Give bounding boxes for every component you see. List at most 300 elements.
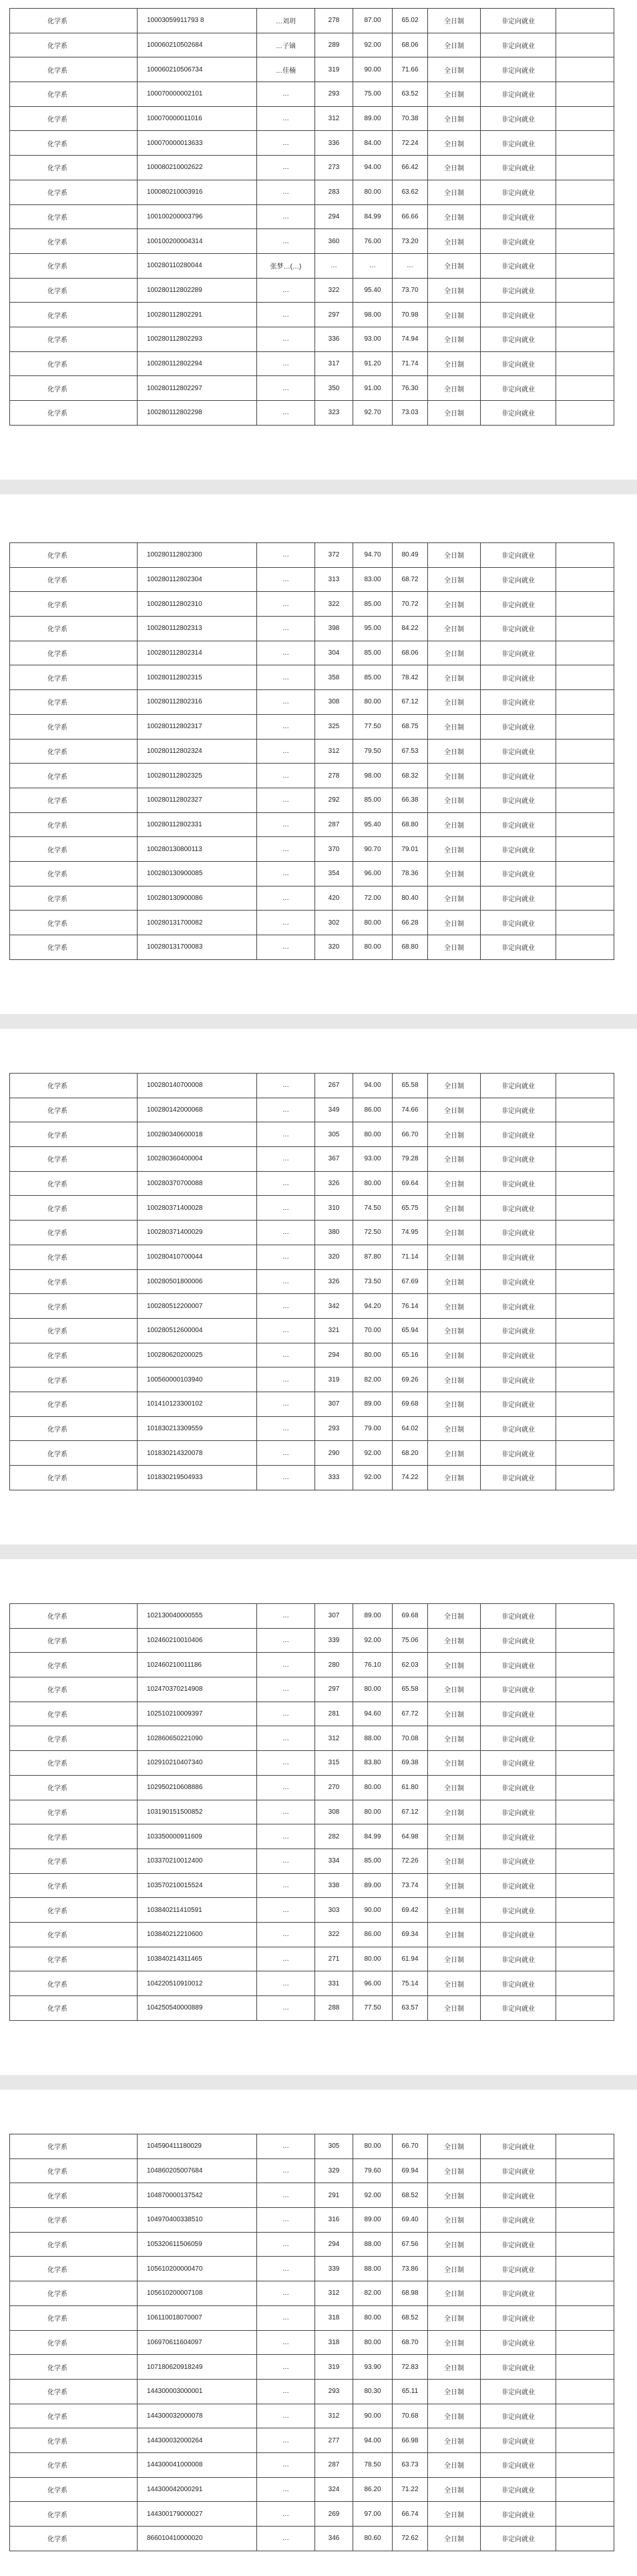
dept-cell: 化学系 <box>10 9 138 33</box>
retest-score-cell: 90.70 <box>353 837 393 862</box>
table-row <box>10 1098 614 1122</box>
table-row <box>10 2452 614 2477</box>
final-score-cell: 70.72 <box>393 592 428 617</box>
direction-cell: 非定向就业 <box>481 1653 556 1677</box>
total-score-cell: 349 <box>315 1098 353 1122</box>
final-score-cell: 65.58 <box>393 1074 428 1098</box>
study-type-cell: 全日制 <box>428 1604 481 1629</box>
retest-score-cell: 91.00 <box>353 376 393 401</box>
note-cell <box>556 935 614 960</box>
name-cell: … <box>257 2257 315 2281</box>
exam-id-cell: 100280340600018 <box>138 1122 257 1147</box>
exam-id-cell: 103190151500852 <box>138 1800 257 1824</box>
name-cell: … <box>257 1318 315 1343</box>
retest-score-cell: 92.00 <box>353 2183 393 2208</box>
retest-score-cell: 83.80 <box>353 1751 393 1776</box>
study-type-cell: 全日制 <box>428 82 481 107</box>
note-cell <box>556 303 614 327</box>
direction-cell: 非定向就业 <box>481 2428 556 2453</box>
name-cell: … <box>257 1416 315 1441</box>
exam-id-cell: 100280112802293 <box>138 327 257 351</box>
direction-cell: 非定向就业 <box>481 592 556 617</box>
page-1-table <box>9 8 604 426</box>
name-cell: … <box>257 1922 315 1947</box>
retest-score-cell: 74.50 <box>353 1196 393 1221</box>
dept-cell: 化学系 <box>10 1441 138 1466</box>
table-row <box>10 9 614 33</box>
dept-cell: 化学系 <box>10 131 138 156</box>
total-score-cell: 329 <box>315 2158 353 2183</box>
admission-table <box>9 1073 614 1490</box>
final-score-cell: 78.42 <box>393 665 428 690</box>
table-row <box>10 911 614 935</box>
retest-score-cell: 80.00 <box>353 180 393 204</box>
table-row <box>10 1702 614 1726</box>
table-row <box>10 1122 614 1147</box>
table-row <box>10 714 614 739</box>
final-score-cell: 69.26 <box>393 1367 428 1392</box>
retest-score-cell: 95.40 <box>353 812 393 837</box>
table-row <box>10 1269 614 1294</box>
direction-cell: 非定向就业 <box>481 1441 556 1466</box>
retest-score-cell: 89.00 <box>353 1873 393 1898</box>
name-cell: … <box>257 327 315 351</box>
total-score-cell: 280 <box>315 1653 353 1677</box>
note-cell <box>556 1922 614 1947</box>
study-type-cell: 全日制 <box>428 641 481 665</box>
retest-score-cell: 80.00 <box>353 2305 393 2330</box>
final-score-cell: … <box>393 253 428 278</box>
exam-id-cell: 100280131700083 <box>138 935 257 960</box>
note-cell <box>556 2257 614 2281</box>
retest-score-cell: 85.00 <box>353 592 393 617</box>
exam-id-cell: 866010410000020 <box>138 2527 257 2551</box>
name-cell: … <box>257 303 315 327</box>
study-type-cell: 全日制 <box>428 303 481 327</box>
dept-cell: 化学系 <box>10 303 138 327</box>
final-score-cell: 66.66 <box>393 204 428 229</box>
final-score-cell: 70.38 <box>393 106 428 131</box>
table-row <box>10 401 614 426</box>
total-score-cell: 319 <box>315 2355 353 2380</box>
note-cell <box>556 2379 614 2404</box>
dept-cell: 化学系 <box>10 2305 138 2330</box>
total-score-cell: 338 <box>315 1873 353 1898</box>
note-cell <box>556 2330 614 2355</box>
dept-cell: 化学系 <box>10 1122 138 1147</box>
study-type-cell: 全日制 <box>428 2208 481 2233</box>
direction-cell: 非定向就业 <box>481 2355 556 2380</box>
note-cell <box>556 1343 614 1367</box>
name-cell: … <box>257 1898 315 1923</box>
exam-id-cell: 105610200000470 <box>138 2257 257 2281</box>
exam-id-cell: 100280112802327 <box>138 788 257 812</box>
total-score-cell: 321 <box>315 1318 353 1343</box>
exam-id-cell: 105320611506059 <box>138 2232 257 2257</box>
name-cell: … <box>257 641 315 665</box>
note-cell <box>556 2502 614 2527</box>
note-cell <box>556 1098 614 1122</box>
table-row <box>10 1441 614 1466</box>
note-cell <box>556 82 614 107</box>
note-cell <box>556 665 614 690</box>
retest-score-cell: 89.00 <box>353 106 393 131</box>
final-score-cell: 64.98 <box>393 1824 428 1849</box>
exam-id-cell: 100280501800006 <box>138 1269 257 1294</box>
name-cell: … <box>257 1873 315 1898</box>
retest-score-cell: 93.90 <box>353 2355 393 2380</box>
retest-score-cell: 95.00 <box>353 617 393 641</box>
retest-score-cell: 97.00 <box>353 2502 393 2527</box>
name-cell: … <box>257 204 315 229</box>
note-cell <box>556 1824 614 1849</box>
dept-cell: 化学系 <box>10 106 138 131</box>
total-score-cell: 310 <box>315 1196 353 1221</box>
study-type-cell: 全日制 <box>428 861 481 886</box>
final-score-cell: 67.12 <box>393 1800 428 1824</box>
total-score-cell: 315 <box>315 1751 353 1776</box>
retest-score-cell: 82.00 <box>353 2281 393 2306</box>
total-score-cell: 294 <box>315 2232 353 2257</box>
study-type-cell: 全日制 <box>428 1800 481 1824</box>
note-cell <box>556 106 614 131</box>
final-score-cell: 68.70 <box>393 2330 428 2355</box>
dept-cell: 化学系 <box>10 1848 138 1873</box>
table-row <box>10 1343 614 1367</box>
exam-id-cell: 102470370214908 <box>138 1677 257 1702</box>
exam-id-cell: 100280512600004 <box>138 1318 257 1343</box>
note-cell <box>556 1466 614 1490</box>
retest-score-cell: 87.80 <box>353 1245 393 1269</box>
name-cell: … <box>257 1074 315 1098</box>
dept-cell: 化学系 <box>10 1604 138 1629</box>
total-score-cell: 273 <box>315 156 353 180</box>
final-score-cell: 68.52 <box>393 2305 428 2330</box>
dept-cell: 化学系 <box>10 543 138 568</box>
exam-id-cell: 100280112802317 <box>138 714 257 739</box>
direction-cell: 非定向就业 <box>481 253 556 278</box>
table-row <box>10 764 614 788</box>
retest-score-cell: 77.50 <box>353 714 393 739</box>
total-score-cell: 294 <box>315 204 353 229</box>
study-type-cell: 全日制 <box>428 1824 481 1849</box>
retest-score-cell: 96.00 <box>353 861 393 886</box>
note-cell <box>556 1171 614 1196</box>
final-score-cell: 67.53 <box>393 739 428 764</box>
exam-id-cell: 10003059911793 8 <box>138 9 257 33</box>
final-score-cell: 72.62 <box>393 2527 428 2551</box>
table-row <box>10 2502 614 2527</box>
final-score-cell: 76.14 <box>393 1294 428 1319</box>
note-cell <box>556 714 614 739</box>
dept-cell: 化学系 <box>10 1074 138 1098</box>
direction-cell: 非定向就业 <box>481 2404 556 2428</box>
table-row <box>10 1196 614 1221</box>
final-score-cell: 66.74 <box>393 2502 428 2527</box>
total-score-cell: 326 <box>315 1269 353 1294</box>
note-cell <box>556 2428 614 2453</box>
exam-id-cell: 104590411180029 <box>138 2134 257 2159</box>
exam-id-cell: 100280112802298 <box>138 401 257 426</box>
table-row <box>10 1171 614 1196</box>
final-score-cell: 65.02 <box>393 9 428 33</box>
note-cell <box>556 2208 614 2233</box>
dept-cell: 化学系 <box>10 1922 138 1947</box>
note-cell <box>556 1074 614 1098</box>
final-score-cell: 67.56 <box>393 2232 428 2257</box>
name-cell: … <box>257 2452 315 2477</box>
retest-score-cell: 85.00 <box>353 665 393 690</box>
final-score-cell: 79.28 <box>393 1147 428 1172</box>
total-score-cell: 307 <box>315 1604 353 1629</box>
study-type-cell: 全日制 <box>428 1653 481 1677</box>
dept-cell: 化学系 <box>10 2527 138 2551</box>
retest-score-cell: 94.00 <box>353 156 393 180</box>
name-cell: … <box>257 2305 315 2330</box>
direction-cell: 非定向就业 <box>481 1221 556 1245</box>
name-cell: … <box>257 1196 315 1221</box>
study-type-cell: 全日制 <box>428 1947 481 1971</box>
table-row <box>10 1971 614 1996</box>
note-cell <box>556 1269 614 1294</box>
total-score-cell: 319 <box>315 1367 353 1392</box>
retest-score-cell: 84.00 <box>353 131 393 156</box>
dept-cell: 化学系 <box>10 278 138 303</box>
exam-id-cell: 100280112802316 <box>138 690 257 715</box>
final-score-cell: 80.49 <box>393 543 428 568</box>
total-score-cell: 346 <box>315 2527 353 2551</box>
dept-cell: 化学系 <box>10 1726 138 1751</box>
retest-score-cell: 80.00 <box>353 1171 393 1196</box>
direction-cell: 非定向就业 <box>481 1848 556 1873</box>
table-row <box>10 1947 614 1971</box>
dept-cell: 化学系 <box>10 2158 138 2183</box>
final-score-cell: 78.36 <box>393 861 428 886</box>
total-score-cell: 336 <box>315 131 353 156</box>
direction-cell: 非定向就业 <box>481 714 556 739</box>
dept-cell: 化学系 <box>10 1221 138 1245</box>
exam-id-cell: 102860650221090 <box>138 1726 257 1751</box>
table-row <box>10 229 614 254</box>
name-cell: … <box>257 156 315 180</box>
name-cell: … <box>257 812 315 837</box>
direction-cell: 非定向就业 <box>481 543 556 568</box>
table-row <box>10 1653 614 1677</box>
final-score-cell: 80.40 <box>393 886 428 911</box>
direction-cell: 非定向就业 <box>481 739 556 764</box>
name-cell: … <box>257 1653 315 1677</box>
name-cell: … <box>257 1848 315 1873</box>
exam-id-cell: 102910210407340 <box>138 1751 257 1776</box>
total-score-cell: 317 <box>315 351 353 376</box>
final-score-cell: 71.22 <box>393 2477 428 2502</box>
table-row <box>10 1147 614 1172</box>
page-separator <box>0 1545 637 1559</box>
dept-cell: 化学系 <box>10 764 138 788</box>
name-cell: … <box>257 2330 315 2355</box>
name-cell: … <box>257 714 315 739</box>
name-cell: … <box>257 2232 315 2257</box>
final-score-cell: 73.70 <box>393 278 428 303</box>
table-row <box>10 2158 614 2183</box>
study-type-cell: 全日制 <box>428 278 481 303</box>
direction-cell: 非定向就业 <box>481 690 556 715</box>
dept-cell: 化学系 <box>10 2232 138 2257</box>
direction-cell: 非定向就业 <box>481 278 556 303</box>
total-score-cell: 290 <box>315 1441 353 1466</box>
total-score-cell: 312 <box>315 739 353 764</box>
note-cell <box>556 911 614 935</box>
exam-id-cell: 100280112802310 <box>138 592 257 617</box>
final-score-cell: 61.94 <box>393 1947 428 1971</box>
note-cell <box>556 204 614 229</box>
exam-id-cell: 100280142000068 <box>138 1098 257 1122</box>
final-score-cell: 71.74 <box>393 351 428 376</box>
final-score-cell: 75.14 <box>393 1971 428 1996</box>
study-type-cell: 全日制 <box>428 2477 481 2502</box>
total-score-cell: 293 <box>315 2379 353 2404</box>
retest-score-cell: 84.99 <box>353 1824 393 1849</box>
exam-id-cell: 104860205007684 <box>138 2158 257 2183</box>
note-cell <box>556 812 614 837</box>
retest-score-cell: 80.30 <box>353 2379 393 2404</box>
retest-score-cell: 72.00 <box>353 886 393 911</box>
final-score-cell: 67.12 <box>393 690 428 715</box>
page-separator <box>0 1014 637 1029</box>
total-score-cell: 339 <box>315 1628 353 1653</box>
total-score-cell: 307 <box>315 1392 353 1416</box>
name-cell: … <box>257 2404 315 2428</box>
study-type-cell: 全日制 <box>428 764 481 788</box>
retest-score-cell: 85.00 <box>353 788 393 812</box>
note-cell <box>556 641 614 665</box>
direction-cell: 非定向就业 <box>481 1245 556 1269</box>
dept-cell: 化学系 <box>10 1653 138 1677</box>
dept-cell: 化学系 <box>10 690 138 715</box>
final-score-cell: 74.22 <box>393 1466 428 1490</box>
exam-id-cell: 100280112802324 <box>138 739 257 764</box>
note-cell <box>556 1604 614 1629</box>
exam-id-cell: 104970400338510 <box>138 2208 257 2233</box>
name-cell: … <box>257 1122 315 1147</box>
direction-cell: 非定向就业 <box>481 812 556 837</box>
name-cell: … <box>257 2428 315 2453</box>
direction-cell: 非定向就业 <box>481 2232 556 2257</box>
total-score-cell: 320 <box>315 1245 353 1269</box>
note-cell <box>556 2134 614 2159</box>
final-score-cell: 68.20 <box>393 1441 428 1466</box>
final-score-cell: 71.14 <box>393 1245 428 1269</box>
study-type-cell: 全日制 <box>428 714 481 739</box>
retest-score-cell: 75.00 <box>353 82 393 107</box>
exam-id-cell: 102460210011186 <box>138 1653 257 1677</box>
direction-cell: 非定向就业 <box>481 1751 556 1776</box>
note-cell <box>556 739 614 764</box>
dept-cell: 化学系 <box>10 180 138 204</box>
exam-id-cell: 100070000013633 <box>138 131 257 156</box>
retest-score-cell: 96.00 <box>353 1971 393 1996</box>
exam-id-cell: 106110018070007 <box>138 2305 257 2330</box>
note-cell <box>556 1416 614 1441</box>
table-row <box>10 690 614 715</box>
note-cell <box>556 1971 614 1996</box>
total-score-cell: 331 <box>315 1971 353 1996</box>
name-cell: … <box>257 567 315 592</box>
name-cell: … <box>257 2208 315 2233</box>
table-row <box>10 180 614 204</box>
final-score-cell: 63.73 <box>393 2452 428 2477</box>
table-row <box>10 1898 614 1923</box>
table-row <box>10 2404 614 2428</box>
dept-cell: 化学系 <box>10 1098 138 1122</box>
note-cell <box>556 156 614 180</box>
final-score-cell: 68.52 <box>393 2183 428 2208</box>
total-score-cell: 319 <box>315 57 353 82</box>
direction-cell: 非定向就业 <box>481 303 556 327</box>
table-row <box>10 617 614 641</box>
exam-id-cell: 103350000911609 <box>138 1824 257 1849</box>
dept-cell: 化学系 <box>10 2502 138 2527</box>
study-type-cell: 全日制 <box>428 2134 481 2159</box>
final-score-cell: 73.20 <box>393 229 428 254</box>
study-type-cell: 全日制 <box>428 617 481 641</box>
final-score-cell: 66.42 <box>393 156 428 180</box>
exam-id-cell: 100280112802300 <box>138 543 257 568</box>
dept-cell: 化学系 <box>10 812 138 837</box>
total-score-cell: 320 <box>315 935 353 960</box>
dept-cell: 化学系 <box>10 2330 138 2355</box>
exam-id-cell: 100280112802314 <box>138 641 257 665</box>
dept-cell: 化学系 <box>10 1294 138 1319</box>
final-score-cell: 73.74 <box>393 1873 428 1898</box>
table-row <box>10 1726 614 1751</box>
exam-id-cell: 100280112802291 <box>138 303 257 327</box>
study-type-cell: 全日制 <box>428 106 481 131</box>
final-score-cell: 69.68 <box>393 1392 428 1416</box>
study-type-cell: 全日制 <box>428 180 481 204</box>
direction-cell: 非定向就业 <box>481 229 556 254</box>
direction-cell: 非定向就业 <box>481 1171 556 1196</box>
direction-cell: 非定向就业 <box>481 1775 556 1800</box>
note-cell <box>556 1628 614 1653</box>
direction-cell: 非定向就业 <box>481 861 556 886</box>
name-cell: 张梦…(…) <box>257 253 315 278</box>
retest-score-cell: 79.00 <box>353 1416 393 1441</box>
table-row <box>10 2355 614 2380</box>
note-cell <box>556 229 614 254</box>
name-cell: … <box>257 1677 315 1702</box>
note-cell <box>556 1702 614 1726</box>
retest-score-cell: 92.00 <box>353 1628 393 1653</box>
direction-cell: 非定向就业 <box>481 788 556 812</box>
dept-cell: 化学系 <box>10 2355 138 2380</box>
total-score-cell: 342 <box>315 1294 353 1319</box>
study-type-cell: 全日制 <box>428 253 481 278</box>
exam-id-cell: 100280140700008 <box>138 1074 257 1098</box>
note-cell <box>556 1196 614 1221</box>
retest-score-cell: 80.00 <box>353 690 393 715</box>
exam-id-cell: 100280112802315 <box>138 665 257 690</box>
page-4-table <box>9 1603 604 2021</box>
final-score-cell: 63.62 <box>393 180 428 204</box>
total-score-cell: 322 <box>315 592 353 617</box>
exam-id-cell: 101830214320078 <box>138 1441 257 1466</box>
dept-cell: 化学系 <box>10 1677 138 1702</box>
name-cell: … <box>257 401 315 426</box>
name-cell: … <box>257 911 315 935</box>
study-type-cell: 全日制 <box>428 1392 481 1416</box>
retest-score-cell: 80.00 <box>353 1343 393 1367</box>
